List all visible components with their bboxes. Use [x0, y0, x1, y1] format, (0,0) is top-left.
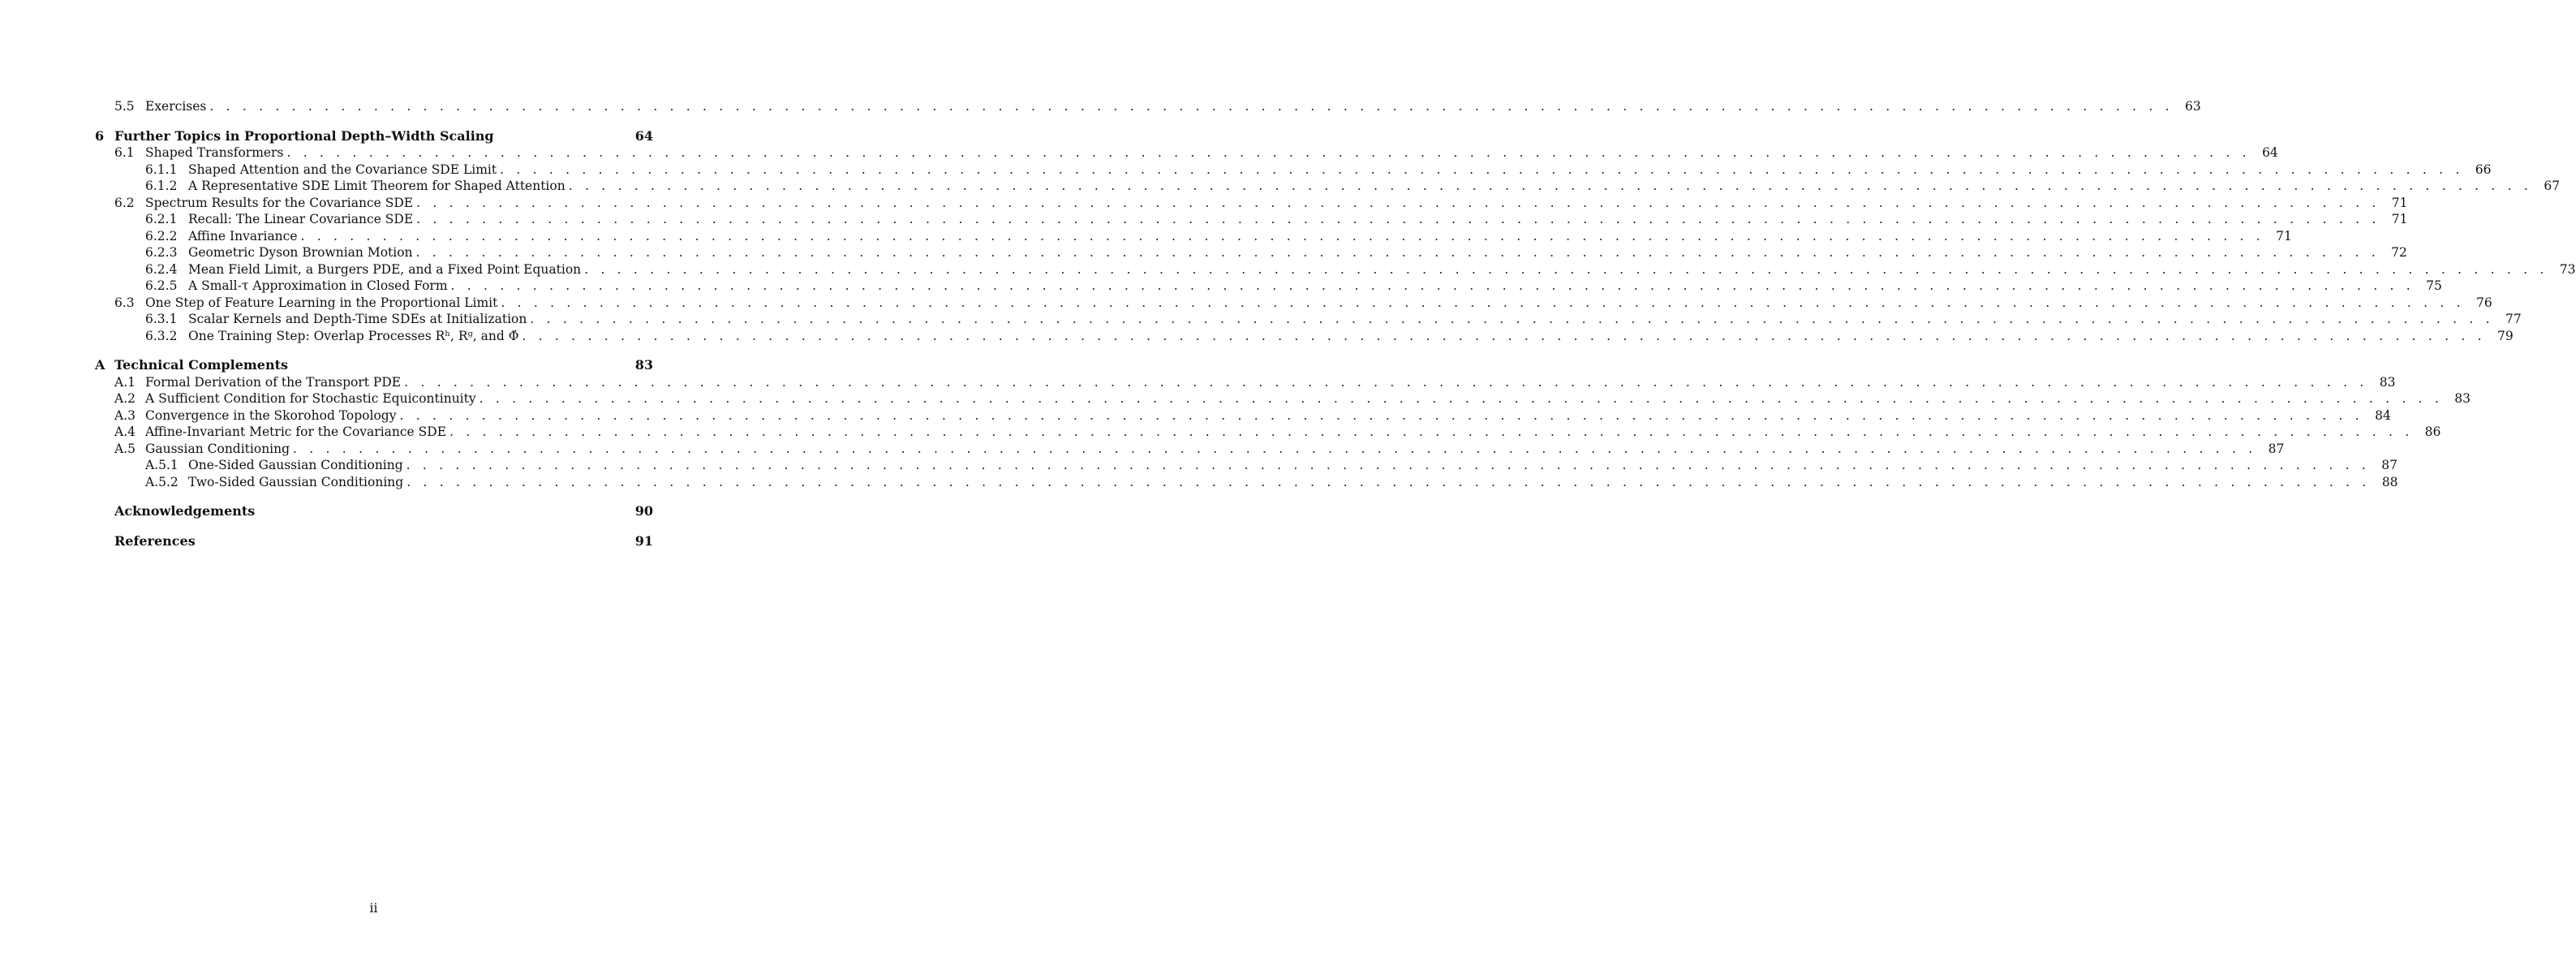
toc-entry-number: A.4 [114, 425, 135, 439]
toc-entry-page: 77 [2505, 312, 2522, 326]
toc-leader-dots: . . . . . . . . . . . . . . . . . . . . . . . . . . . . . . . . . . . . . . . . . . . . . . . . . . . . . . . . . . . . . . . . . . . . . . . . . . . . . . . . . . . . . . . . . . . . . . . . . . . . . . . . . . . . . . . . . . . . . . . . [209, 99, 2174, 114]
toc-entry-title: Convergence in the Skorohod Topology [145, 407, 397, 423]
toc-entry-page: 87 [2381, 458, 2398, 472]
toc-entry-page: 91 [634, 532, 653, 549]
toc-entry[interactable] [95, 211, 2408, 228]
toc-leader-dots: . . . . . . . . . . . . . . . . . . . . . . . . . . . . . . . . . . . . . . . . . . . . . . . . . . . . . . . . . . . . . . . . . . . . . . . . . . . . . . . . . . . . . . . . . . . . . . . . . . . . . . . . . . . . . . . . . . . . . . . . [449, 425, 2414, 439]
toc-entry[interactable] [95, 195, 2408, 212]
toc-entry-page: 76 [2475, 295, 2492, 310]
toc-leader-dots: . . . . . . . . . . . . . . . . . . . . . . . . . . . . . . . . . . . . . . . . . . . . . . . . . . . . . . . . . . . . . . . . . . . . . . . . . . . . . . . . . . . . . . . . . . . . . . . . . . . . . . . . . . . . . . . . . . . . . . . . [522, 328, 2486, 343]
toc-leader-dots: . . . . . . . . . . . . . . . . . . . . . . . . . . . . . . . . . . . . . . . . . . . . . . . . . . . . . . . . . . . . . . . . . . . . . . . . . . . . . . . . . . . . . . . . . . . . . . . . . . . . . . . . . . . . . . . . . . . . . . . . [568, 179, 2533, 193]
toc-entry-number: 6.1.1 [145, 162, 178, 177]
toc-entry-number: A.1 [114, 374, 135, 390]
toc-entry-number: 6.2.4 [145, 261, 178, 277]
toc-entry-title: Spectrum Results for the Covariance SDE [145, 195, 414, 210]
toc-entry-title: A Sufficient Condition for Stochastic Equicontinuity [145, 391, 476, 406]
toc-entry[interactable] [95, 261, 2576, 278]
toc-entry-title: A Small-τ Approximation in Closed Form [188, 278, 448, 293]
toc-entry[interactable] [95, 407, 2391, 425]
toc-entry-title: Gaussian Conditioning [145, 441, 290, 456]
toc-entry-page: 63 [2184, 99, 2201, 114]
toc-entry-title: Affine-Invariant Metric for the Covariance SDE [145, 425, 447, 439]
toc-entry-number: A.5.2 [145, 474, 178, 489]
toc-entry-page: 88 [2381, 474, 2398, 489]
toc-entry[interactable] [95, 162, 2492, 179]
toc-leader-dots: . . . . . . . . . . . . . . . . . . . . . . . . . . . . . . . . . . . . . . . . . . . . . . . . . . . . . . . . . . . . . . . . . . . . . . . . . . . . . . . . . . . . . . . . . . . . . . . . . . . . . . . . . . . . . . . . . . . . . . . . [416, 212, 2380, 226]
toc-leader-dots: . . . . . . . . . . . . . . . . . . . . . . . . . . . . . . . . . . . . . . . . . . . . . . . . . . . . . . . . . . . . . . . . . . . . . . . . . . . . . . . . . . . . . . . . . . . . . . . . . . . . . . . . . . . . . . . . . . . . . . . . [293, 441, 2257, 456]
toc-leader-dots: . . . . . . . . . . . . . . . . . . . . . . . . . . . . . . . . . . . . . . . . . . . . . . . . . . . . . . . . . . . . . . . . . . . . . . . . . . . . . . . . . . . . . . . . . . . . . . . . . . . . . . . . . . . . . . . . . . . . . . . . [501, 295, 2465, 310]
toc-entry-title: Affine Invariance [188, 228, 298, 244]
toc-entry-title: Shaped Attention and the Covariance SDE Limit [188, 162, 497, 177]
toc-entry-number: 6 [95, 127, 105, 144]
toc-entry-number: 6.2.5 [145, 278, 178, 293]
toc-entry[interactable] [95, 228, 2292, 245]
toc-entry-page: 64 [634, 127, 653, 144]
toc-leader-dots: . . . . . . . . . . . . . . . . . . . . . . . . . . . . . . . . . . . . . . . . . . . . . . . . . . . . . . . . . . . . . . . . . . . . . . . . . . . . . . . . . . . . . . . . . . . . . . . . . . . . . . . . . . . . . . . . . . . . . . . . [286, 145, 2251, 160]
toc-entry-number: A.3 [114, 407, 135, 423]
toc-entry[interactable] [95, 374, 2396, 391]
toc-entry-page: 71 [2391, 212, 2408, 226]
toc-entry-page: 87 [2268, 441, 2285, 456]
toc-leader-dots: . . . . . . . . . . . . . . . . . . . . . . . . . . . . . . . . . . . . . . . . . . . . . . . . . . . . . . . . . . . . . . . . . . . . . . . . . . . . . . . . . . . . . . . . . . . . . . . . . . . . . . . . . . . . . . . . . . . . . . . . [584, 261, 2548, 277]
toc-entry-number: 6.2 [114, 195, 135, 210]
toc-entry-number: 6.3.1 [145, 312, 178, 326]
toc-entry-page: 83 [2454, 391, 2471, 406]
toc-entry[interactable] [95, 424, 2441, 441]
toc-entry[interactable] [95, 457, 2398, 474]
toc-entry-title: One Training Step: Overlap Processes Rʰ, Rᵍ, and Φ̇ [188, 328, 519, 343]
toc-entry-number: 6.2.2 [145, 228, 178, 244]
toc-entry-page: 73 [2559, 261, 2576, 277]
toc-leader-dots: . . . . . . . . . . . . . . . . . . . . . . . . . . . . . . . . . . . . . . . . . . . . . . . . . . . . . . . . . . . . . . . . . . . . . . . . . . . . . . . . . . . . . . . . . . . . . . . . . . . . . . . . . . . . . . . . . . . . . . . . [416, 195, 2380, 210]
toc-entry[interactable] [95, 503, 653, 520]
toc-entry-page: 83 [634, 357, 653, 373]
toc-entry-page: 71 [2276, 228, 2292, 244]
toc-entry-title: Two-Sided Gaussian Conditioning [188, 474, 404, 489]
toc-entry-page: 90 [634, 503, 653, 519]
page-number-footer: ii [369, 901, 378, 916]
toc-entry-page: 83 [2379, 374, 2396, 390]
toc-entry-title: Technical Complements [114, 357, 289, 373]
toc-entry[interactable] [95, 474, 2398, 491]
toc-entry-number: A [95, 357, 105, 373]
toc-entry[interactable] [95, 390, 2471, 407]
toc-entry[interactable] [95, 98, 2201, 115]
toc-entry-title: Recall: The Linear Covariance SDE [188, 212, 414, 226]
toc-entry-page: 86 [2424, 425, 2441, 439]
toc-entry-title: One-Sided Gaussian Conditioning [188, 458, 403, 472]
toc-entry[interactable] [95, 178, 2561, 195]
toc-entry-number: 6.2.1 [145, 212, 178, 226]
table-of-contents [95, 98, 2576, 549]
toc-entry[interactable] [95, 441, 2285, 458]
toc-leader-dots: . . . . . . . . . . . . . . . . . . . . . . . . . . . . . . . . . . . . . . . . . . . . . . . . . . . . . . . . . . . . . . . . . . . . . . . . . . . . . . . . . . . . . . . . . . . . . . . . . . . . . . . . . . . . . . . . . . . . . . . . [479, 391, 2443, 406]
toc-entry-number: 6.1 [114, 145, 135, 160]
toc-entry[interactable] [95, 328, 2514, 345]
toc-entry-title: Further Topics in Proportional Depth–Width Scaling [114, 127, 494, 144]
toc-leader-dots: . . . . . . . . . . . . . . . . . . . . . . . . . . . . . . . . . . . . . . . . . . . . . . . . . . . . . . . . . . . . . . . . . . . . . . . . . . . . . . . . . . . . . . . . . . . . . . . . . . . . . . . . . . . . . . . . . . . . . . . . [406, 474, 2371, 489]
toc-entry-number: 6.3 [114, 295, 135, 310]
toc-entry-number: 6.2.3 [145, 245, 178, 260]
toc-entry[interactable] [95, 311, 2522, 328]
toc-entry[interactable] [95, 295, 2492, 312]
toc-entry-page: 79 [2497, 328, 2514, 343]
toc-entry[interactable] [95, 244, 2407, 261]
toc-entry-number: A.2 [114, 391, 135, 406]
toc-entry-number: 5.5 [114, 99, 135, 114]
toc-entry-page: 84 [2375, 407, 2391, 423]
toc-entry[interactable] [95, 144, 2278, 162]
toc-entry[interactable] [95, 357, 653, 374]
toc-entry[interactable] [95, 278, 2442, 295]
toc-leader-dots: . . . . . . . . . . . . . . . . . . . . . . . . . . . . . . . . . . . . . . . . . . . . . . . . . . . . . . . . . . . . . . . . . . . . . . . . . . . . . . . . . . . . . . . . . . . . . . . . . . . . . . . . . . . . . . . . . . . . . . . . [404, 374, 2368, 390]
toc-entry-number: A.5 [114, 441, 135, 456]
toc-entry[interactable] [95, 533, 653, 550]
toc-entry-title: Exercises [145, 99, 207, 114]
toc-entry-number: 6.3.2 [145, 328, 178, 343]
toc-entry-title: Geometric Dyson Brownian Motion [188, 245, 413, 260]
toc-entry-page: 72 [2391, 245, 2407, 260]
toc-entry-title: References [114, 532, 196, 549]
toc-leader-dots: . . . . . . . . . . . . . . . . . . . . . . . . . . . . . . . . . . . . . . . . . . . . . . . . . . . . . . . . . . . . . . . . . . . . . . . . . . . . . . . . . . . . . . . . . . . . . . . . . . . . . . . . . . . . . . . . . . . . . . . . [530, 312, 2494, 326]
toc-entry-page: 75 [2426, 278, 2442, 293]
toc-entry-title: Acknowledgements [114, 503, 256, 519]
toc-entry-title: Formal Derivation of the Transport PDE [145, 374, 402, 390]
toc-entry-title: Scalar Kernels and Depth-Time SDEs at Initialization [188, 312, 527, 326]
toc-entry-number: A.5.1 [145, 458, 178, 472]
toc-leader-dots: . . . . . . . . . . . . . . . . . . . . . . . . . . . . . . . . . . . . . . . . . . . . . . . . . . . . . . . . . . . . . . . . . . . . . . . . . . . . . . . . . . . . . . . . . . . . . . . . . . . . . . . . . . . . . . . . . . . . . . . . [406, 458, 2371, 472]
toc-leader-dots: . . . . . . . . . . . . . . . . . . . . . . . . . . . . . . . . . . . . . . . . . . . . . . . . . . . . . . . . . . . . . . . . . . . . . . . . . . . . . . . . . . . . . . . . . . . . . . . . . . . . . . . . . . . . . . . . . . . . . . . . [450, 278, 2415, 293]
toc-entry-page: 71 [2391, 195, 2408, 210]
toc-entry-title: One Step of Feature Learning in the Proportional Limit [145, 295, 498, 310]
toc-entry-page: 64 [2262, 145, 2278, 160]
toc-entry-title: Shaped Transformers [145, 145, 284, 160]
toc-entry-page: 66 [2475, 162, 2492, 177]
toc-leader-dots: . . . . . . . . . . . . . . . . . . . . . . . . . . . . . . . . . . . . . . . . . . . . . . . . . . . . . . . . . . . . . . . . . . . . . . . . . . . . . . . . . . . . . . . . . . . . . . . . . . . . . . . . . . . . . . . . . . . . . . . . [300, 228, 2264, 244]
toc-entry[interactable] [95, 128, 653, 145]
toc-leader-dots: . . . . . . . . . . . . . . . . . . . . . . . . . . . . . . . . . . . . . . . . . . . . . . . . . . . . . . . . . . . . . . . . . . . . . . . . . . . . . . . . . . . . . . . . . . . . . . . . . . . . . . . . . . . . . . . . . . . . . . . . [500, 162, 2464, 177]
toc-entry-page: 67 [2544, 179, 2561, 193]
toc-entry-title: Mean Field Limit, a Burgers PDE, and a Fixed Point Equation [188, 261, 582, 277]
toc-entry-title: A Representative SDE Limit Theorem for Shaped Attention [188, 179, 566, 193]
toc-entry-number: 6.1.2 [145, 179, 178, 193]
toc-leader-dots: . . . . . . . . . . . . . . . . . . . . . . . . . . . . . . . . . . . . . . . . . . . . . . . . . . . . . . . . . . . . . . . . . . . . . . . . . . . . . . . . . . . . . . . . . . . . . . . . . . . . . . . . . . . . . . . . . . . . . . . . [415, 245, 2380, 260]
toc-leader-dots: . . . . . . . . . . . . . . . . . . . . . . . . . . . . . . . . . . . . . . . . . . . . . . . . . . . . . . . . . . . . . . . . . . . . . . . . . . . . . . . . . . . . . . . . . . . . . . . . . . . . . . . . . . . . . . . . . . . . . . . . [399, 407, 2363, 423]
